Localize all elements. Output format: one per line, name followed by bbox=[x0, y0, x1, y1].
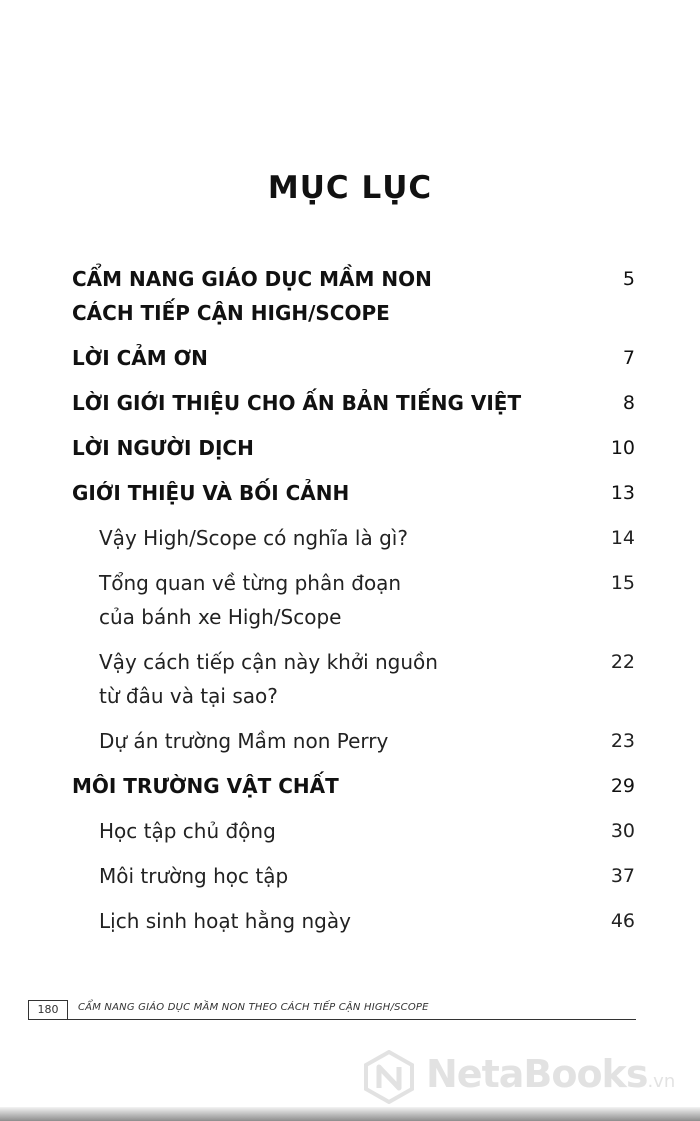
toc-entry-title-line: Môi trường học tập bbox=[99, 864, 289, 888]
toc-entry-title bbox=[99, 814, 635, 848]
toc-chapter-entry bbox=[72, 431, 635, 465]
toc-entry-title bbox=[99, 724, 635, 758]
page-footer bbox=[28, 998, 636, 1022]
toc-chapter-entry bbox=[72, 386, 635, 420]
toc-chapter-entry bbox=[72, 262, 635, 330]
toc-entry-page-number: 46 bbox=[610, 910, 635, 932]
toc-section-entry bbox=[99, 814, 635, 848]
netabooks-logo-icon bbox=[362, 1050, 416, 1104]
toc-entry-title-line: Dự án trường Mầm non Perry bbox=[99, 729, 389, 753]
toc-entry-title-line: Lịch sinh hoạt hằng ngày bbox=[99, 909, 351, 933]
toc-entry-title-line: CÁCH TIẾP CẬN HIGH/SCOPE bbox=[72, 301, 390, 325]
toc-entry-title bbox=[72, 262, 635, 330]
toc-entry-page-number: 15 bbox=[610, 572, 635, 594]
toc-entry-page-number: 30 bbox=[610, 820, 635, 842]
table-of-contents bbox=[72, 262, 635, 949]
toc-entry-page-number: 14 bbox=[610, 527, 635, 549]
watermark-brand: NetaBooks bbox=[426, 1052, 648, 1096]
watermark-suffix: .vn bbox=[647, 1071, 676, 1092]
toc-entry-title bbox=[99, 904, 635, 938]
footer-running-title: CẨM NANG GIÁO DỤC MẦM NON THEO CÁCH TIẾP CẬN HIGH/SCOPE bbox=[78, 1002, 429, 1013]
footer-rule bbox=[68, 1019, 636, 1020]
toc-entry-title-line: từ đâu và tại sao? bbox=[99, 684, 278, 708]
toc-entry-page-number: 7 bbox=[622, 347, 635, 369]
toc-entry-page-number: 13 bbox=[610, 482, 635, 504]
toc-entry-title-line: Vậy High/Scope có nghĩa là gì? bbox=[99, 526, 408, 550]
watermark bbox=[362, 1046, 692, 1110]
toc-entry-title-line: GIỚI THIỆU VÀ BỐI CẢNH bbox=[72, 481, 350, 505]
toc-entry-title-line: LỜI NGƯỜI DỊCH bbox=[72, 436, 254, 460]
toc-entry-title bbox=[72, 476, 635, 510]
toc-entry-title bbox=[99, 566, 635, 634]
toc-entry-page-number: 29 bbox=[610, 775, 635, 797]
toc-entry-title bbox=[99, 645, 635, 713]
toc-entry-title-line: Học tập chủ động bbox=[99, 819, 276, 843]
toc-entry-page-number: 37 bbox=[610, 865, 635, 887]
toc-entry-title bbox=[99, 859, 635, 893]
toc-entry-title-line: LỜI CẢM ƠN bbox=[72, 346, 208, 370]
toc-entry-page-number: 23 bbox=[610, 730, 635, 752]
toc-entry-title bbox=[72, 769, 635, 803]
toc-section-entry bbox=[99, 521, 635, 555]
page-bottom-edge bbox=[0, 1107, 700, 1121]
toc-chapter-entry bbox=[72, 769, 635, 803]
toc-section-entry bbox=[99, 859, 635, 893]
toc-section-entry bbox=[99, 904, 635, 938]
page-title: MỤC LỤC bbox=[267, 170, 433, 206]
footer-page-number: 180 bbox=[28, 1000, 68, 1020]
toc-entry-title bbox=[99, 521, 635, 555]
toc-entry-title-line: Vậy cách tiếp cận này khởi nguồn bbox=[99, 650, 438, 674]
toc-section-entry bbox=[99, 724, 635, 758]
toc-entry-title-line: LỜI GIỚI THIỆU CHO ẤN BẢN TIẾNG VIỆT bbox=[72, 391, 522, 415]
toc-entry-title bbox=[72, 431, 635, 465]
toc-entry-title-line: Tổng quan về từng phân đoạn bbox=[99, 571, 402, 595]
toc-section-entry bbox=[99, 645, 635, 713]
watermark-text bbox=[426, 1052, 675, 1096]
toc-chapter-entry bbox=[72, 341, 635, 375]
toc-entry-title-line: của bánh xe High/Scope bbox=[99, 605, 342, 629]
toc-entry-page-number: 8 bbox=[622, 392, 635, 414]
toc-entry-title-line: MÔI TRƯỜNG VẬT CHẤT bbox=[72, 774, 339, 798]
toc-entry-page-number: 5 bbox=[622, 268, 635, 290]
toc-section-entry bbox=[99, 566, 635, 634]
toc-chapter-entry bbox=[72, 476, 635, 510]
toc-entry-title bbox=[72, 386, 635, 420]
toc-entry-page-number: 22 bbox=[610, 651, 635, 673]
toc-entry-page-number: 10 bbox=[610, 437, 635, 459]
toc-entry-title-line: CẨM NANG GIÁO DỤC MẦM NON bbox=[72, 267, 432, 291]
toc-entry-title bbox=[72, 341, 635, 375]
